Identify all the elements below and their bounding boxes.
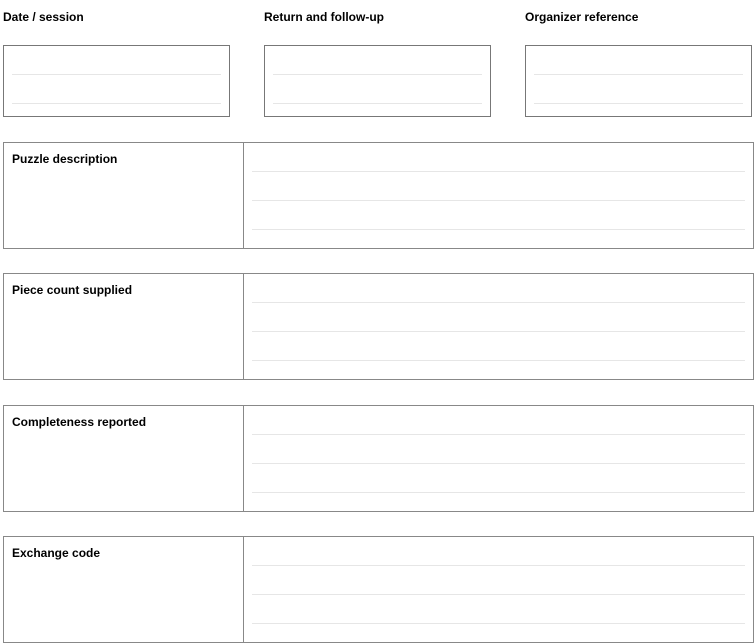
return-follow-up-field[interactable] — [264, 45, 491, 117]
writing-line — [252, 171, 745, 172]
writing-line — [252, 492, 745, 493]
piece-count-supplied-section — [3, 273, 754, 380]
writing-line — [273, 74, 482, 75]
completeness-reported-field[interactable] — [244, 406, 753, 511]
return-follow-up-label: Return and follow-up — [264, 10, 384, 24]
piece-count-supplied-field[interactable] — [244, 274, 753, 379]
writing-line — [12, 103, 221, 104]
piece-count-supplied-label: Piece count supplied — [12, 283, 133, 297]
writing-line — [534, 103, 743, 104]
writing-line — [252, 434, 745, 435]
puzzle-description-field[interactable] — [244, 143, 753, 248]
writing-line — [252, 463, 745, 464]
writing-line — [252, 229, 745, 230]
writing-line — [252, 331, 745, 332]
completeness-reported-label-cell — [4, 406, 244, 511]
piece-count-supplied-label-cell — [4, 274, 244, 379]
puzzle-description-label-cell — [4, 143, 244, 248]
completeness-reported-section — [3, 405, 754, 512]
exchange-code-field[interactable] — [244, 537, 753, 642]
puzzle-description-section — [3, 142, 754, 249]
writing-line — [252, 594, 745, 595]
writing-line — [252, 302, 745, 303]
writing-line — [252, 623, 745, 624]
writing-line — [252, 360, 745, 361]
exchange-code-label: Exchange code — [12, 546, 101, 560]
writing-line — [534, 74, 743, 75]
writing-line — [12, 74, 221, 75]
writing-line — [273, 103, 482, 104]
puzzle-description-label: Puzzle description — [12, 152, 118, 166]
writing-line — [252, 200, 745, 201]
organizer-reference-field[interactable] — [525, 45, 752, 117]
exchange-code-section — [3, 536, 754, 643]
date-session-label: Date / session — [3, 10, 84, 24]
completeness-reported-label: Completeness reported — [12, 415, 147, 429]
organizer-reference-label: Organizer reference — [525, 10, 639, 24]
writing-line — [252, 565, 745, 566]
exchange-code-label-cell — [4, 537, 244, 642]
date-session-field[interactable] — [3, 45, 230, 117]
